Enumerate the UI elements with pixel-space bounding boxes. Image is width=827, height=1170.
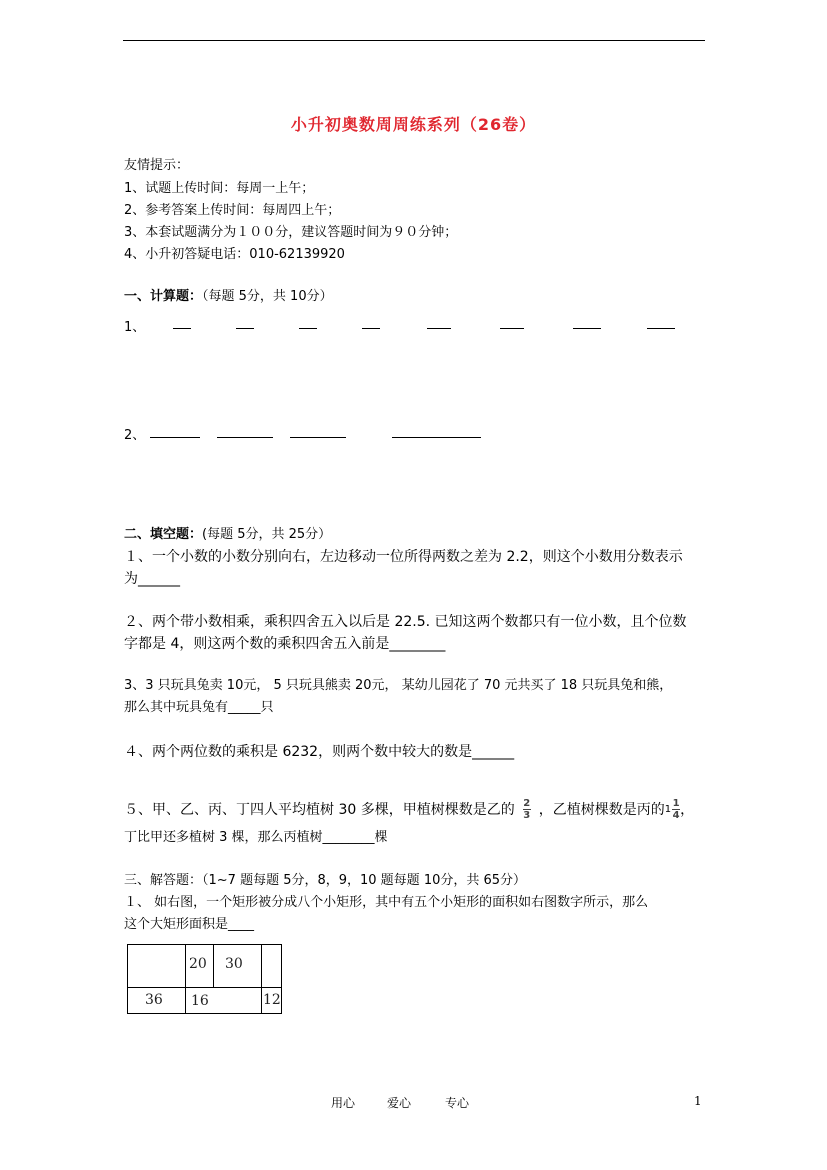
tip-item: 3、本套试题满分为１００分，建议答题时间为９０分钟；: [124, 225, 458, 240]
footer-item: 爱心: [387, 1096, 412, 1110]
page-title: 小升初奥数周周练系列（26卷）: [290, 115, 537, 134]
section2-heading: 二、填空题：: [124, 527, 203, 542]
fill-q2-line2: 字都是 4，则这两个数的乘积四舍五入前是________: [124, 636, 446, 652]
solve-q1-line1: １、 如右图，一个矩形被分成八个小矩形，其中有五个小矩形的面积如右图数字所示，那么: [124, 895, 649, 910]
header-rule: [123, 40, 705, 41]
fill-q5-text-3: ，: [680, 801, 695, 818]
fill-q5-line1: [124, 798, 694, 821]
fill-q5-text-2: ，乙植树棵数是丙的: [538, 801, 665, 818]
section3-heading: 三、解答题：（1~7 题每题 5分，8，9，10 题每题 10分，共 65分）: [124, 873, 527, 888]
fill-q2-line1: ２、两个带小数相乘，乘积四舍五入以后是 22.5. 已知这两个数都只有一位小数，且个位数: [124, 614, 687, 630]
fraction-denominator: 3: [523, 810, 531, 821]
fraction-two-thirds: [523, 798, 531, 821]
area-value: 30: [225, 956, 243, 972]
fraction-bar: [647, 328, 675, 329]
fraction-bar: [173, 328, 191, 329]
page-number: 1: [694, 1094, 702, 1108]
fraction-bar: [573, 328, 601, 329]
tip-item: 4、小升初答疑电话：010-62139920: [124, 247, 345, 262]
calc-q2-label: 2、: [124, 428, 146, 443]
fill-q3-line2: 那么其中玩具兔有_____只: [124, 700, 274, 715]
fill-q5-text-1: ５、甲、乙、丙、丁四人平均植树 30 多棵，甲植树棵数是乙的: [124, 801, 515, 818]
fraction-numerator: 2: [523, 798, 531, 809]
fraction-denominator: 4: [672, 810, 680, 821]
fraction-bar: [290, 437, 346, 438]
section1-header: [124, 289, 333, 305]
fill-q4: ４、两个两位数的乘积是 6232，则两个数中较大的数是______: [124, 744, 515, 760]
fraction-bar: [236, 328, 254, 329]
mixed-number-one-and-quarter: [665, 798, 680, 821]
grid-horizontal-line: [128, 987, 281, 988]
tip-item: 2、参考答案上传时间：每周四上午；: [124, 203, 341, 218]
rectangle-area-figure: [127, 944, 282, 1014]
fill-q1-line1: １、一个小数的小数分别向右，左边移动一位所得两数之差为 2.2，则这个小数用分数表示: [124, 549, 683, 565]
fraction-bar: [150, 437, 200, 438]
solve-q1-line2: 这个大矩形面积是____: [124, 917, 255, 932]
fraction-bar: [427, 328, 451, 329]
area-value: 16: [191, 993, 209, 1009]
section2-note: (每题 5分，共 25分）: [202, 527, 332, 542]
grid-vertical-line: [261, 987, 262, 1013]
fraction-bar: [299, 328, 317, 329]
section2-header: [124, 527, 331, 543]
grid-vertical-line: [261, 945, 262, 987]
footer-item: 用心: [331, 1096, 356, 1110]
fraction-one-quarter: [672, 798, 680, 821]
tip-item: 1、试题上传时间：每周一上午；: [124, 181, 315, 196]
section1-heading: 一、计算题：: [124, 289, 203, 304]
footer-item: 专心: [445, 1096, 470, 1110]
area-value: 36: [145, 992, 163, 1008]
fraction-bar: [392, 437, 481, 438]
fraction-bar: [362, 328, 380, 329]
grid-vertical-line: [185, 945, 186, 1013]
fill-q1-line2: 为______: [124, 571, 180, 587]
fraction-bar: [217, 437, 273, 438]
mixed-number-whole: 1: [664, 803, 672, 815]
fraction-bar: [500, 328, 524, 329]
area-value: 12: [263, 992, 281, 1008]
fill-q3-line1: 3、3 只玩具兔卖 10元， 5 只玩具熊卖 20元， 某幼儿园花了 70 元共买了 18 只玩具兔和熊，: [124, 678, 673, 693]
calc-q1-label: 1、: [124, 320, 146, 335]
fill-q5-line2: 丁比甲还多植树 3 棵，那么丙植树________棵: [124, 830, 388, 845]
grid-vertical-line: [213, 945, 214, 987]
section1-note: （每题 5分，共 10分）: [202, 289, 333, 304]
area-value: 20: [189, 956, 207, 972]
fraction-numerator: 1: [672, 798, 680, 809]
tips-heading: 友情提示：: [124, 158, 190, 173]
